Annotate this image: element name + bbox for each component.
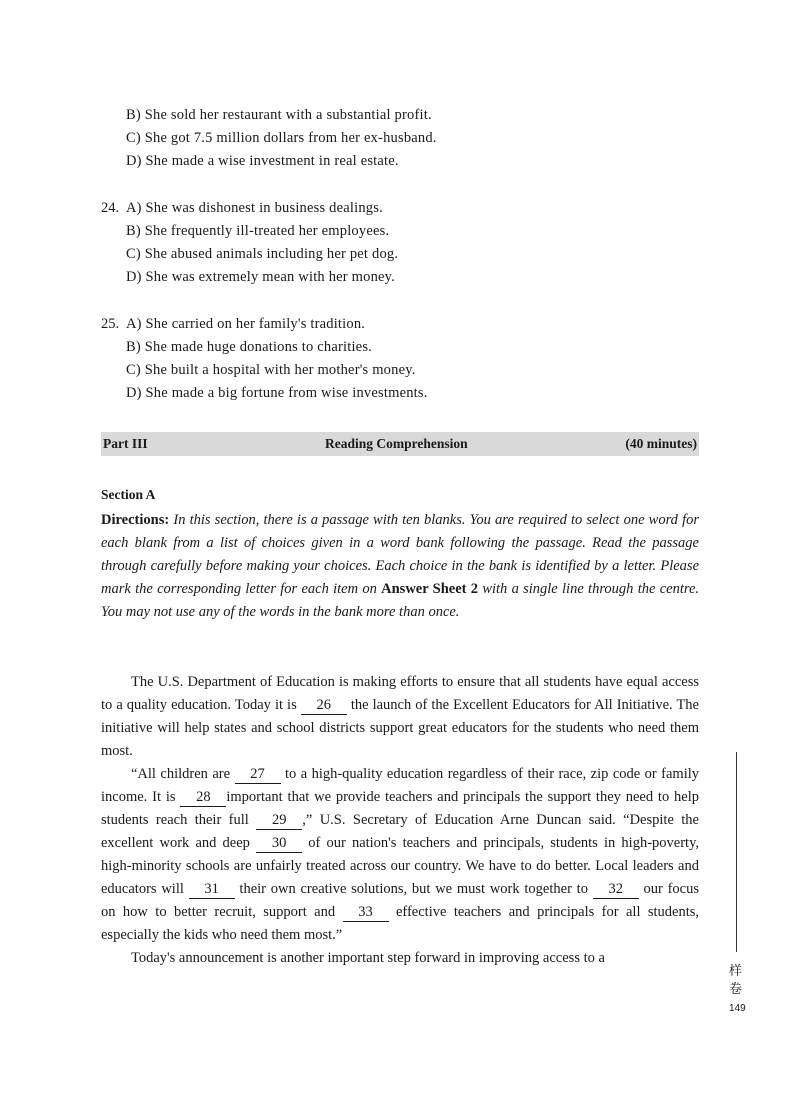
paragraph-2-text-d: ,” U.S. Secretary of Education Arne Duncan said. “Despite the excellent work and deep <box>101 812 699 851</box>
q24-option-d: D) She was extremely mean with her money. <box>126 269 395 285</box>
paragraph-2-text-c: important that we provide teachers and principals the support they need to help students reach their full <box>101 789 699 828</box>
paragraph-3-text: Today's announcement is another important step forward in improving access to a <box>131 950 605 966</box>
q23-option-c: C) She got 7.5 million dollars from her ex-husband. <box>126 130 437 146</box>
margin-rule <box>736 752 737 952</box>
q25-option-c: C) She built a hospital with her mother's money. <box>126 362 416 378</box>
q24-option-a: A) She was dishonest in business dealings. <box>126 200 383 216</box>
passage <box>101 671 699 970</box>
margin-char-1: 样 <box>729 964 743 979</box>
answer-sheet-label: Answer Sheet 2 <box>381 581 479 597</box>
directions-text-2: with a single line through the centre. You may not use any of the words in the bank more than once. <box>101 581 700 620</box>
directions-text-1: In this section, there is a passage with ten blanks. You are required to select one word for each blank from a list of choices given in a word bank following the passage. Read the passage through carefully before making your choices. Each choice in the bank is identified by a letter. Please mark the corresponding letter for each item on <box>101 512 699 597</box>
paragraph-2-text-f: their own creative solutions, but we must work together to <box>239 881 588 897</box>
page-number: 149 <box>729 1003 746 1014</box>
q23-option-b: B) She sold her restaurant with a substantial profit. <box>126 107 432 123</box>
blank-30: 30 <box>256 835 302 853</box>
q25-number: 25. <box>101 316 120 332</box>
paragraph-1-text-b: the launch of the Excellent Educators for All Initiative. The initiative will help states and school districts support great educators for the students who need them most. <box>101 697 699 759</box>
blank-33: 33 <box>343 904 389 922</box>
paragraph-2-text-h: effective teachers and principals for all students, especially the kids who need them most.” <box>101 904 700 943</box>
q25-option-d: D) She made a big fortune from wise investments. <box>126 385 428 401</box>
paragraph-2-text-g: our focus on how to better recruit, support and <box>101 881 699 920</box>
q24-option-b: B) She frequently ill-treated her employees. <box>126 223 390 239</box>
blank-31: 31 <box>189 881 235 899</box>
margin-char-2: 卷 <box>729 982 743 997</box>
q23-option-d: D) She made a wise investment in real estate. <box>126 153 399 169</box>
paragraph-2-text-e: of our nation's teachers and principals, students in high-poverty, high-minority schools are unfairly treated across our country. We have to do better. Local leaders and educators will <box>101 835 699 897</box>
paragraph-2 <box>101 763 699 947</box>
paragraph-1 <box>101 671 699 763</box>
directions <box>101 509 699 624</box>
paragraph-2-text-a: “All children are <box>131 766 231 782</box>
q24-number: 24. <box>101 200 120 216</box>
blank-26: 26 <box>301 697 347 715</box>
blank-32: 32 <box>593 881 639 899</box>
q24-option-c: C) She abused animals including her pet dog. <box>126 246 399 262</box>
part-label: Part III <box>103 436 148 451</box>
blank-27: 27 <box>235 766 281 784</box>
q25-option-a: A) She carried on her family's tradition. <box>126 316 366 332</box>
q25-option-b: B) She made huge donations to charities. <box>126 339 372 355</box>
part-header-bar <box>101 432 699 456</box>
paragraph-3 <box>101 947 699 970</box>
part-time: (40 minutes) <box>625 436 697 451</box>
blank-28: 28 <box>180 789 226 807</box>
part-title: Reading Comprehension <box>325 436 468 451</box>
section-title: Section A <box>101 487 156 502</box>
blank-29: 29 <box>256 812 302 830</box>
paragraph-2-text-b: to a high-quality education regardless of their race, zip code or family income. It is <box>101 766 700 805</box>
paragraph-1-text-a: The U.S. Department of Education is making efforts to ensure that all students have equal access to a quality education. Today it is <box>101 674 699 713</box>
directions-label: Directions: <box>101 512 170 528</box>
